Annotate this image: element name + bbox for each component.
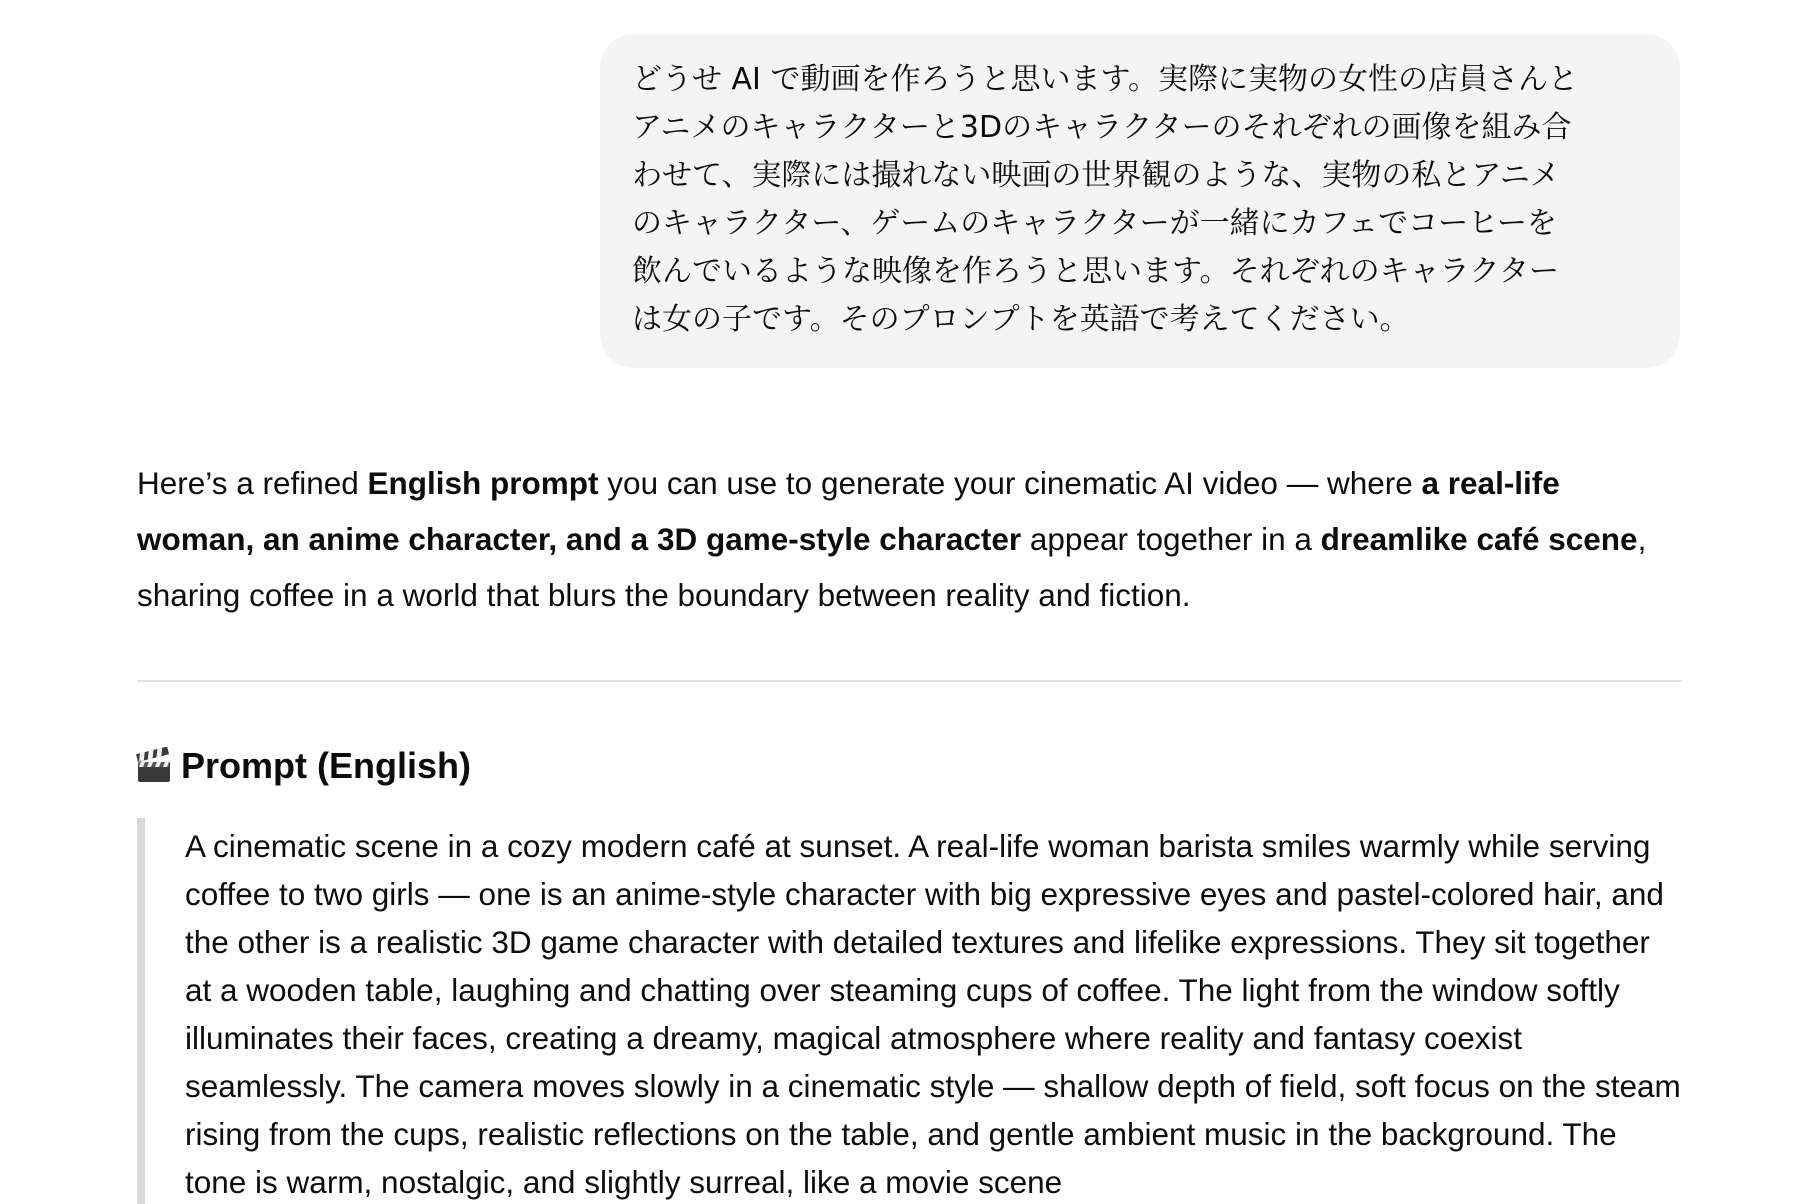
intro-bold-1: English prompt xyxy=(367,465,599,501)
intro-text-2: you can use to generate your cinematic AI video — where xyxy=(598,465,1422,501)
section-divider xyxy=(137,680,1682,682)
assistant-message xyxy=(137,455,1682,623)
intro-bold-2: a real-life woman, an anime character, and a 3D game-style character xyxy=(137,465,1560,557)
clapperboard-icon xyxy=(135,747,173,785)
intro-text-3: appear together in a xyxy=(1021,521,1321,557)
user-message-bubble: どうせ AI で動画を作ろうと思います。実際に実物の女性の店員さんと アニメのキャラクターと3Dのキャラクターのそれぞれの画像を組み合 わせて、実際には撮れない映画の世界観のような、実物の私とアニメ のキャラクター、ゲームのキャラクターが一緒にカフェでコーヒーを 飲んでいるような映像を作ろうと思います。それぞれのキャラクター は女の子です。そのプロンプトを英語で考えてください。 xyxy=(600,34,1680,368)
prompt-section-heading xyxy=(135,740,471,792)
assistant-intro-paragraph xyxy=(137,455,1682,623)
intro-text-1: Here’s a refined xyxy=(137,465,368,501)
prompt-section-title: Prompt (English) xyxy=(181,745,471,786)
prompt-text: A cinematic scene in a cozy modern café at sunset. A real-life woman barista smiles warmly while serving coffee to two girls — one is an anime-style character with big expressive eyes and pastel-colored hair, and the other is a realistic 3D game character with detailed textures and lifelike expressions. They sit together at a wooden table, laughing and chatting over steaming cups of coffee. The light from the window softly illuminates their faces, creating a dreamy, magical atmosphere where reality and fantasy coexist seamlessly. The camera moves slowly in a cinematic style — shallow depth of field, soft focus on the steam rising from the cups, realistic reflections on the table, and gentle ambient music in the background. The tone is warm, nostalgic, and slightly surreal, like a movie scene xyxy=(185,828,1681,1200)
intro-text-4: , sharing coffee in a world that blurs the boundary between reality and fiction. xyxy=(137,521,1647,613)
prompt-blockquote xyxy=(137,818,1682,1204)
intro-bold-3: dreamlike café scene xyxy=(1320,521,1638,557)
